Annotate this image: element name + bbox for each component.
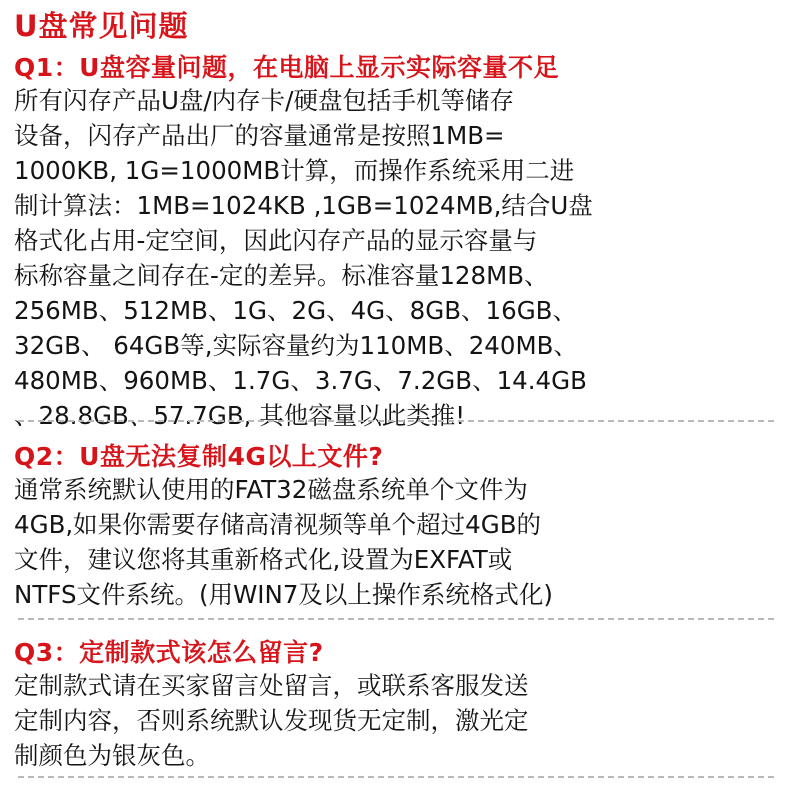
q2-line: 文件，建议您将其重新格式化,设置为EXFAT或 bbox=[14, 545, 513, 574]
q1-answer bbox=[14, 83, 784, 433]
q1-line: 标称容量之间存在-定的差异。标准容量128MB、 bbox=[14, 261, 549, 290]
q1-line: 32GB、 64GB等,实际容量约为110MB、240MB、 bbox=[14, 331, 578, 360]
q1-line: 、28.8GB、57.7GB, 其他容量以此类推! bbox=[14, 401, 466, 430]
q2-answer bbox=[14, 472, 784, 612]
q3-heading: Q3：定制款式该怎么留言? bbox=[14, 638, 324, 667]
q2-line: 通常系统默认使用的FAT32磁盘系统单个文件为 bbox=[14, 475, 528, 504]
q3-line: 制颜色为银灰色。 bbox=[14, 741, 210, 770]
q1-line: 1000KB, 1G=1000MB计算，而操作系统采用二进 bbox=[14, 156, 575, 185]
q1-line: 所有闪存产品U盘/内存卡/硬盘包括手机等储存 bbox=[14, 86, 514, 115]
q3-line: 定制内容，否则系统默认发现货无定制，激光定 bbox=[14, 706, 529, 735]
page-title: U盘常见问题 bbox=[14, 9, 189, 43]
section-divider bbox=[18, 618, 774, 620]
q1-line: 格式化占用-定空间，因此闪存产品的显示容量与 bbox=[14, 226, 538, 255]
section-divider bbox=[18, 776, 774, 778]
q3-answer bbox=[14, 668, 784, 773]
q1-line: 480MB、960MB、1.7G、3.7G、7.2GB、14.4GB bbox=[14, 366, 587, 395]
q1-line: 设备，闪存产品出厂的容量通常是按照1MB= bbox=[14, 121, 505, 150]
q2-line: NTFS文件系统。(用WIN7及以上操作系统格式化) bbox=[14, 580, 553, 609]
q2-heading: Q2：U盘无法复制4G以上文件? bbox=[14, 442, 384, 471]
q2-line: 4GB,如果你需要存储高清视频等单个超过4GB的 bbox=[14, 510, 542, 539]
q1-line: 制计算法：1MB=1024KB ,1GB=1024MB,结合U盘 bbox=[14, 191, 593, 220]
q1-heading: Q1：U盘容量问题，在电脑上显示实际容量不足 bbox=[14, 53, 559, 82]
section-divider bbox=[18, 420, 774, 422]
q1-line: 256MB、512MB、1G、2G、4G、8GB、16GB、 bbox=[14, 296, 577, 325]
q3-line: 定制款式请在买家留言处留言，或联系客服发送 bbox=[14, 671, 529, 700]
